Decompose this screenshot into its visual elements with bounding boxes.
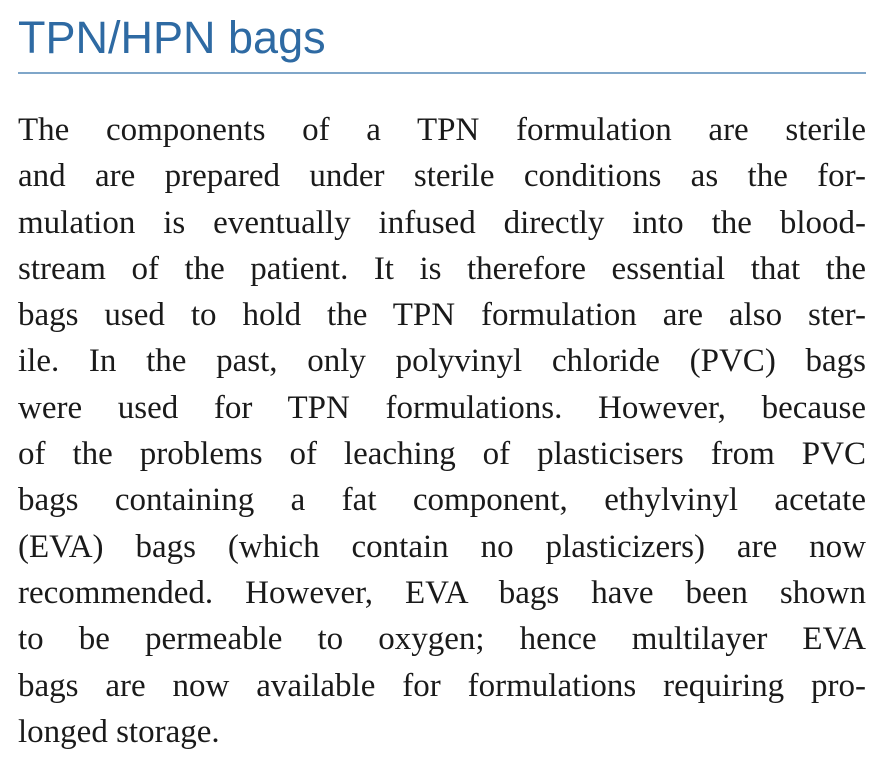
paragraph-line: stream of the patient. It is therefore essential that the — [18, 250, 866, 287]
paragraph-line: (EVA) bags (which contain no plasticizers) are now — [18, 528, 866, 565]
paragraph-line: The components of a TPN formulation are sterile — [18, 112, 866, 148]
paragraph-line: bags containing a fat component, ethylvinyl acetate — [18, 482, 866, 519]
paragraph-line: were used for TPN formulations. However, because — [18, 389, 866, 426]
paragraph-line: recommended. However, EVA bags have been shown — [18, 574, 866, 611]
paragraph-line: of the problems of leaching of plasticisers from PVC — [18, 436, 866, 473]
section-paragraph — [18, 107, 866, 755]
paragraph-line: bags are now available for formulations requiring pro- — [18, 667, 866, 704]
paragraph-line: and are prepared under sterile conditions as the for- — [18, 158, 866, 195]
paragraph-line: ile. In the past, only polyvinyl chloride (PVC) bags — [18, 343, 866, 380]
paragraph-line: mulation is eventually infused directly into the blood- — [18, 204, 866, 241]
tpn-hpn-bags-section — [18, 0, 866, 755]
heading-rule — [18, 72, 866, 74]
paragraph-line: to be permeable to oxygen; hence multilayer EVA — [18, 621, 866, 658]
paragraph-line: bags used to hold the TPN formulation are also ster- — [18, 297, 866, 334]
section-heading: TPN/HPN bags — [18, 12, 326, 63]
paragraph-line-last: longed storage. — [18, 713, 220, 750]
